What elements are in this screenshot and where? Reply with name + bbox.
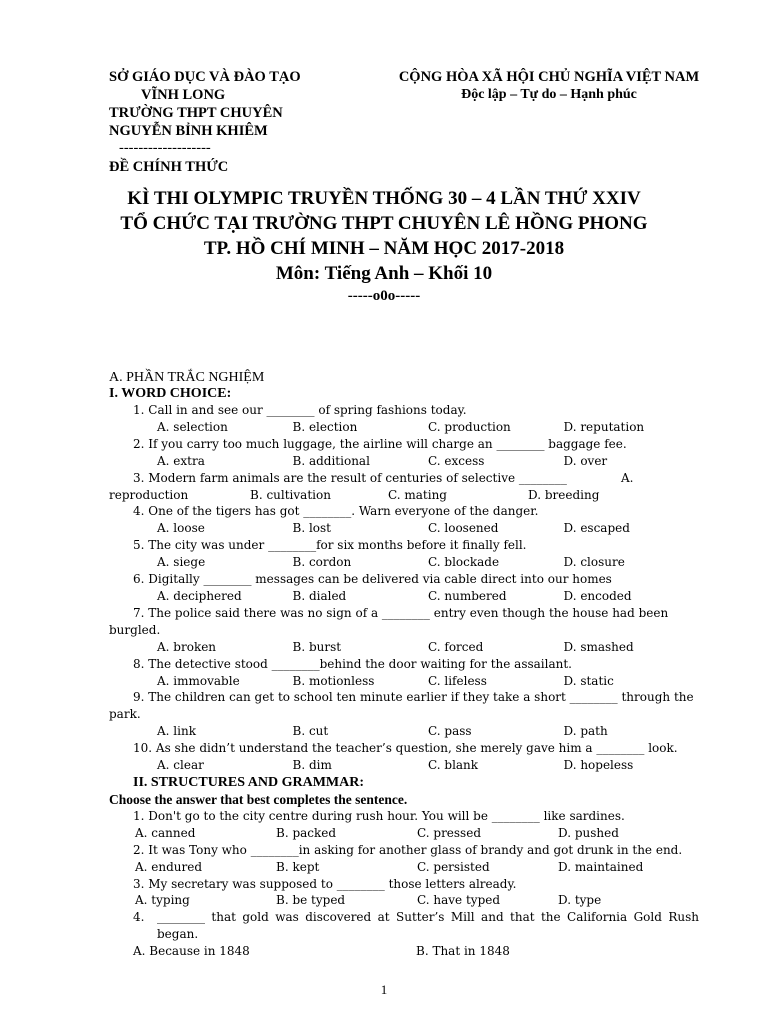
school-name-line2: NGUYỄN BỈNH KHIÊM bbox=[109, 123, 268, 139]
option-b[interactable]: B. election bbox=[292, 419, 358, 434]
answer-options bbox=[109, 943, 699, 960]
question-row bbox=[109, 470, 699, 487]
option-a[interactable]: A. Because in 1848 bbox=[133, 944, 250, 959]
option-b[interactable]: B. kept bbox=[276, 859, 320, 874]
option-d[interactable]: D. encoded bbox=[563, 588, 632, 603]
option-d[interactable]: D. type bbox=[558, 893, 602, 908]
option-c[interactable]: C. numbered bbox=[428, 588, 507, 603]
school-name-line1: TRƯỜNG THPT CHUYÊN bbox=[109, 105, 283, 121]
question-text: 5. The city was under ________for six months before it finally fell. bbox=[133, 538, 527, 553]
answer-options bbox=[109, 859, 699, 876]
option-a[interactable]: A. immovable bbox=[157, 673, 240, 688]
country-name: CỘNG HÒA XÃ HỘI CHỦ NGHĨA VIỆT NAM bbox=[398, 69, 700, 85]
option-c[interactable]: C. mating bbox=[388, 487, 447, 502]
answer-options bbox=[109, 723, 699, 740]
option-a[interactable]: A. endured bbox=[135, 859, 203, 874]
option-a[interactable]: A. broken bbox=[157, 639, 217, 654]
question-text: 4. One of the tigers has got ________. Warn everyone of the danger. bbox=[133, 504, 539, 519]
option-a[interactable]: A. link bbox=[157, 724, 196, 739]
option-a[interactable]: A. extra bbox=[157, 453, 205, 468]
section-a-heading: A. PHẦN TRẮC NGHIỆM bbox=[109, 370, 265, 385]
option-a[interactable]: A. typing bbox=[135, 893, 190, 908]
option-b[interactable]: B. cultivation bbox=[250, 487, 331, 502]
option-a[interactable]: A. deciphered bbox=[157, 588, 242, 603]
option-d[interactable]: D. breeding bbox=[528, 487, 600, 502]
answer-options bbox=[109, 757, 699, 774]
national-header bbox=[388, 68, 710, 104]
page-number: 1 bbox=[380, 982, 388, 997]
option-d[interactable]: D. pushed bbox=[558, 825, 619, 840]
option-c[interactable]: C. blank bbox=[428, 758, 479, 773]
option-c[interactable]: C. have typed bbox=[417, 893, 501, 908]
option-a[interactable]: A. canned bbox=[135, 825, 196, 840]
option-b[interactable]: B. dialed bbox=[292, 588, 347, 603]
national-motto: Độc lập – Tự do – Hạnh phúc bbox=[461, 87, 637, 102]
province-name: VĨNH LONG bbox=[141, 87, 226, 103]
option-b[interactable]: B. cordon bbox=[292, 555, 352, 570]
official-label: ĐỀ CHÍNH THỨC bbox=[109, 159, 229, 175]
exam-city-year: TP. HỒ CHÍ MINH – NĂM HỌC 2017-2018 bbox=[203, 238, 565, 259]
option-c[interactable]: C. loosened bbox=[428, 521, 499, 536]
exam-subject: Môn: Tiếng Anh – Khối 10 bbox=[275, 263, 493, 284]
question-text: 8. The detective stood ________behind the door waiting for the assailant. bbox=[133, 656, 572, 671]
option-d[interactable]: D. escaped bbox=[563, 521, 630, 536]
option-d[interactable]: D. path bbox=[563, 724, 608, 739]
option-c[interactable]: C. persisted bbox=[417, 859, 490, 874]
option-a-letter[interactable]: A. bbox=[621, 470, 634, 485]
section-ii-heading: II. STRUCTURES AND GRAMMAR: bbox=[133, 774, 365, 790]
answer-options bbox=[109, 825, 699, 842]
option-b[interactable]: B. motionless bbox=[292, 673, 375, 688]
answer-options bbox=[109, 673, 699, 690]
option-b[interactable]: B. That in 1848 bbox=[416, 944, 510, 959]
option-b[interactable]: B. dim bbox=[292, 758, 332, 773]
option-a[interactable]: reproduction bbox=[109, 487, 189, 502]
question-text: 3. Modern farm animals are the result of centuries of selective ________ bbox=[133, 470, 567, 485]
option-a[interactable]: A. selection bbox=[157, 419, 228, 434]
answer-options bbox=[109, 487, 699, 504]
option-b[interactable]: B. be typed bbox=[276, 893, 346, 908]
option-c[interactable]: C. lifeless bbox=[428, 673, 487, 688]
option-b[interactable]: B. additional bbox=[292, 453, 370, 468]
option-c[interactable]: C. production bbox=[428, 419, 511, 434]
option-d[interactable]: D. closure bbox=[563, 555, 625, 570]
school-header bbox=[109, 68, 301, 176]
title-decoration: -----o0o----- bbox=[347, 288, 421, 304]
exam-venue: TỔ CHỨC TẠI TRƯỜNG THPT CHUYÊN LÊ HỒNG PHONG bbox=[120, 213, 648, 234]
header-divider: ------------------- bbox=[119, 140, 211, 156]
option-c[interactable]: C. pass bbox=[428, 724, 472, 739]
option-b[interactable]: B. burst bbox=[292, 639, 342, 654]
question-number: 4. bbox=[133, 910, 145, 925]
option-b[interactable]: B. packed bbox=[276, 825, 337, 840]
option-c[interactable]: C. blockade bbox=[428, 555, 500, 570]
option-c[interactable]: C. excess bbox=[428, 453, 485, 468]
answer-options bbox=[109, 520, 699, 537]
question-text: 9. The children can get to school ten minute earlier if they take a short ________ through the park. bbox=[109, 690, 694, 722]
question-text: 3. My secretary was supposed to ________ those letters already. bbox=[133, 876, 517, 891]
question-text: 10. As she didn’t understand the teacher’s question, she merely gave him a ________ look. bbox=[133, 741, 678, 756]
section-instruction: Choose the answer that best completes the sentence. bbox=[109, 791, 408, 807]
question-text: 7. The police said there was no sign of a ________ entry even though the house had been burgled. bbox=[109, 605, 669, 637]
option-b[interactable]: B. lost bbox=[292, 521, 331, 536]
department-name: SỞ GIÁO DỤC VÀ ĐÀO TẠO bbox=[109, 69, 301, 85]
question-text: 6. Digitally ________ messages can be delivered via cable direct into our homes bbox=[133, 572, 612, 587]
option-d[interactable]: D. hopeless bbox=[563, 758, 634, 773]
answer-options bbox=[109, 419, 699, 436]
option-c[interactable]: C. pressed bbox=[417, 825, 482, 840]
option-d[interactable]: D. static bbox=[563, 673, 614, 688]
exam-title: KÌ THI OLYMPIC TRUYỀN THỐNG 30 – 4 LẦN THỨ XXIV bbox=[127, 188, 641, 209]
option-d[interactable]: D. smashed bbox=[563, 639, 634, 654]
answer-options bbox=[109, 554, 699, 571]
option-a[interactable]: A. clear bbox=[157, 758, 204, 773]
question-text: 1. Don't go to the city centre during rush hour. You will be ________ like sardines. bbox=[133, 808, 625, 823]
option-b[interactable]: B. cut bbox=[292, 724, 329, 739]
option-a[interactable]: A. siege bbox=[157, 555, 206, 570]
exam-body bbox=[109, 369, 699, 960]
option-a[interactable]: A. loose bbox=[157, 521, 205, 536]
question-text: ________ that gold was discovered at Sutter’s Mill and that the California Gold Rush began. bbox=[157, 910, 699, 942]
question-text: 1. Call in and see our ________ of spring fashions today. bbox=[133, 403, 467, 417]
option-d[interactable]: D. over bbox=[563, 453, 608, 468]
section-i-heading: I. WORD CHOICE: bbox=[109, 386, 232, 401]
question-row bbox=[109, 909, 699, 943]
answer-options bbox=[109, 639, 699, 656]
exam-title-block bbox=[0, 186, 768, 306]
option-d[interactable]: D. reputation bbox=[563, 419, 645, 434]
answer-options bbox=[109, 453, 699, 470]
question-text: 2. It was Tony who ________in asking for another glass of brandy and got drunk in the end. bbox=[133, 842, 683, 857]
option-c[interactable]: C. forced bbox=[428, 639, 484, 654]
answer-options bbox=[109, 588, 699, 605]
option-d[interactable]: D. maintained bbox=[558, 859, 644, 874]
question-text: 2. If you carry too much luggage, the airline will charge an ________ baggage fee. bbox=[133, 436, 627, 451]
answer-options bbox=[109, 892, 699, 909]
